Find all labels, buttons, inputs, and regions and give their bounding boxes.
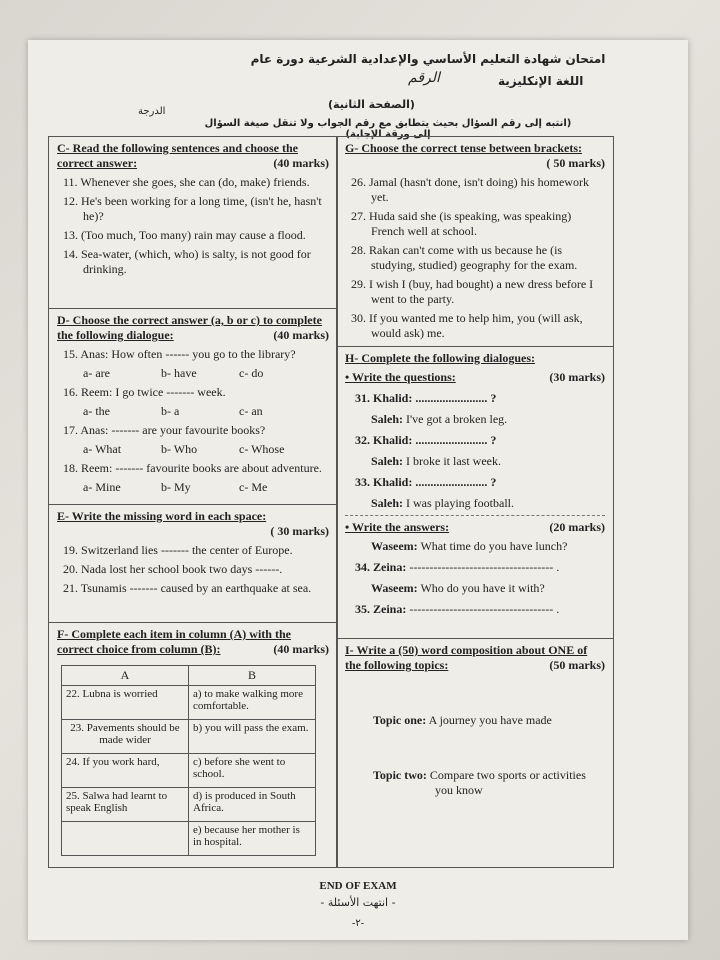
option-c: c- do	[239, 366, 264, 380]
exam-sheet	[28, 40, 688, 940]
answer-33: Saleh: I was playing football.	[371, 496, 514, 510]
section-i-heading: I- Write a (50) word composition about ONE of the following topics:	[345, 643, 588, 672]
option-c: c- Whose	[239, 442, 285, 456]
question-12: 12. He's been working for a long time, (isn't he, hasn't he)?	[63, 194, 322, 223]
section-f	[49, 623, 337, 865]
cell-b: d) is produced in South Africa.	[189, 788, 316, 822]
question-31: 31. Khalid: ........................ ?	[355, 391, 497, 405]
section-i	[337, 639, 613, 865]
options-16	[83, 404, 329, 419]
cell-a: 25. Salwa had learnt to speak English	[62, 788, 189, 822]
question-32: 32. Khalid: ........................ ?	[355, 433, 497, 447]
section-g-marks: ( 50 marks)	[546, 156, 605, 170]
table-row	[62, 720, 316, 754]
question-16: 16. Reem: I go twice ------- week.	[63, 385, 226, 399]
question-19: 19. Switzerland lies ------- the center of Europe.	[63, 543, 293, 557]
question-29: 29. I wish I (buy, had bought) a new dress before I went to the party.	[351, 277, 594, 306]
section-f-marks: (40 marks)	[273, 642, 329, 656]
question-13: 13. (Too much, Too many) rain may cause a flood.	[63, 228, 306, 242]
page-label: (الصفحة الثانية)	[328, 98, 415, 111]
table-row	[62, 788, 316, 822]
column-a-header: A	[62, 666, 189, 686]
section-e-marks: ( 30 marks)	[270, 524, 329, 538]
part-a-header	[345, 370, 605, 385]
option-a: a- What	[83, 442, 122, 456]
end-of-exam: END OF EXAM	[319, 880, 397, 892]
question-30: 30. If you wanted me to help him, you (will ask, would ask) me.	[351, 311, 583, 340]
question-28: 28. Rakan can't come with us because he (is studying, studied) geography for the exam.	[351, 243, 578, 272]
answer-35: 35. Zeina: ------------------------------------ .	[355, 602, 560, 616]
section-c-heading: C- Read the following sentences and choose the correct answer:	[57, 141, 298, 170]
question-11: 11. Whenever she goes, she can (do, make) friends.	[63, 175, 310, 189]
option-b: b- a	[161, 404, 180, 418]
page-number: -٢-	[351, 918, 365, 929]
question-21: 21. Tsunamis ------- caused by an earthquake at sea.	[63, 581, 312, 595]
answer-32: Saleh: I broke it last week.	[371, 454, 501, 468]
cell-b: b) you will pass the exam.	[189, 720, 316, 754]
question-20: 20. Nada lost her school book two days ------.	[63, 562, 283, 576]
dialogue-line: Waseem: What time do you have lunch?	[371, 539, 568, 553]
cell-a: 23. Pavements should be made wider	[62, 720, 189, 754]
column-b-header: B	[189, 666, 316, 686]
section-e	[49, 505, 337, 623]
table-header-row	[62, 666, 316, 686]
cell-a: 24. If you work hard,	[62, 754, 189, 788]
section-f-heading: F- Complete each item in column (A) with the correct choice from column (B):	[57, 627, 291, 656]
dialogue-line: Waseem: Who do you have it with?	[371, 581, 545, 595]
option-b: b- My	[161, 480, 191, 494]
section-h-heading: H- Complete the following dialogues:	[345, 351, 535, 365]
section-g-heading: G- Choose the correct tense between brackets:	[345, 141, 583, 155]
exam-title: امتحان شهادة التعليم الأساسي والإعدادية الشرعية دورة عام	[250, 52, 606, 66]
question-15: 15. Anas: How often ------ you go to the library?	[63, 347, 296, 361]
question-14: 14. Sea-water, (which, who) is salty, is not good for drinking.	[63, 247, 311, 276]
section-e-heading: E- Write the missing word in each space:	[57, 509, 267, 523]
cell-a: 22. Lubna is worried	[62, 686, 189, 720]
option-c: c- an	[239, 404, 263, 418]
section-d-heading: D- Choose the correct answer (a, b or c) to complete the following dialogue:	[57, 313, 322, 342]
subject-label: اللغة الإنكليزية	[498, 74, 584, 88]
section-h	[337, 347, 613, 639]
cell-b: a) to make walking more comfortable.	[189, 686, 316, 720]
option-a: a- Mine	[83, 480, 121, 494]
cell-a	[62, 822, 189, 856]
cell-b: c) before she went to school.	[189, 754, 316, 788]
section-d-marks: (40 marks)	[273, 328, 329, 342]
part-a-heading: • Write the questions:	[345, 370, 456, 384]
number-label: الرقم	[408, 70, 440, 86]
table-row	[62, 822, 316, 856]
topic-two: Topic two: Compare two sports or activities you know	[373, 768, 586, 797]
option-c: c- Me	[239, 480, 268, 494]
left-column	[48, 136, 338, 868]
topic-one: Topic one: A journey you have made	[373, 713, 552, 727]
section-i-marks: (50 marks)	[549, 658, 605, 672]
options-17	[83, 442, 329, 457]
question-17: 17. Anas: ------- are your favourite books?	[63, 423, 266, 437]
option-b: b- have	[161, 366, 197, 380]
grade-label: الدرجة	[138, 106, 166, 117]
question-27: 27. Huda said she (is speaking, was speaking) French well at school.	[351, 209, 572, 238]
table-row	[62, 686, 316, 720]
part-b-marks: (20 marks)	[549, 520, 605, 534]
option-a: a- the	[83, 404, 110, 418]
question-18: 18. Reem: ------- favourite books are about adventure.	[63, 461, 322, 475]
divider	[345, 515, 605, 516]
question-33: 33. Khalid: ........................ ?	[355, 475, 497, 489]
section-g	[337, 137, 613, 347]
instruction-note: (انتبه إلى رقم السؤال بحيث يتطابق مع رقم الجواب ولا تنقل صيغة السؤال إلى ورقة الإجابة)	[204, 118, 572, 140]
part-b-header	[345, 520, 605, 535]
part-a-marks: (30 marks)	[549, 370, 605, 384]
part-b-heading: • Write the answers:	[345, 520, 450, 534]
table-row	[62, 754, 316, 788]
matching-table	[61, 665, 316, 856]
cell-b: e) because her mother is in hospital.	[189, 822, 316, 856]
answer-34: 34. Zeina: ------------------------------------ .	[355, 560, 560, 574]
options-18	[83, 480, 329, 495]
option-b: b- Who	[161, 442, 198, 456]
end-of-exam-arabic: - انتهت الأسئلة -	[320, 896, 396, 909]
section-c	[49, 137, 337, 309]
options-15	[83, 366, 329, 381]
right-column	[336, 136, 614, 868]
option-a: a- are	[83, 366, 110, 380]
answer-31: Saleh: I've got a broken leg.	[371, 412, 508, 426]
section-d	[49, 309, 337, 505]
question-26: 26. Jamal (hasn't done, isn't doing) his homework yet.	[351, 175, 589, 204]
section-c-marks: (40 marks)	[273, 156, 329, 170]
